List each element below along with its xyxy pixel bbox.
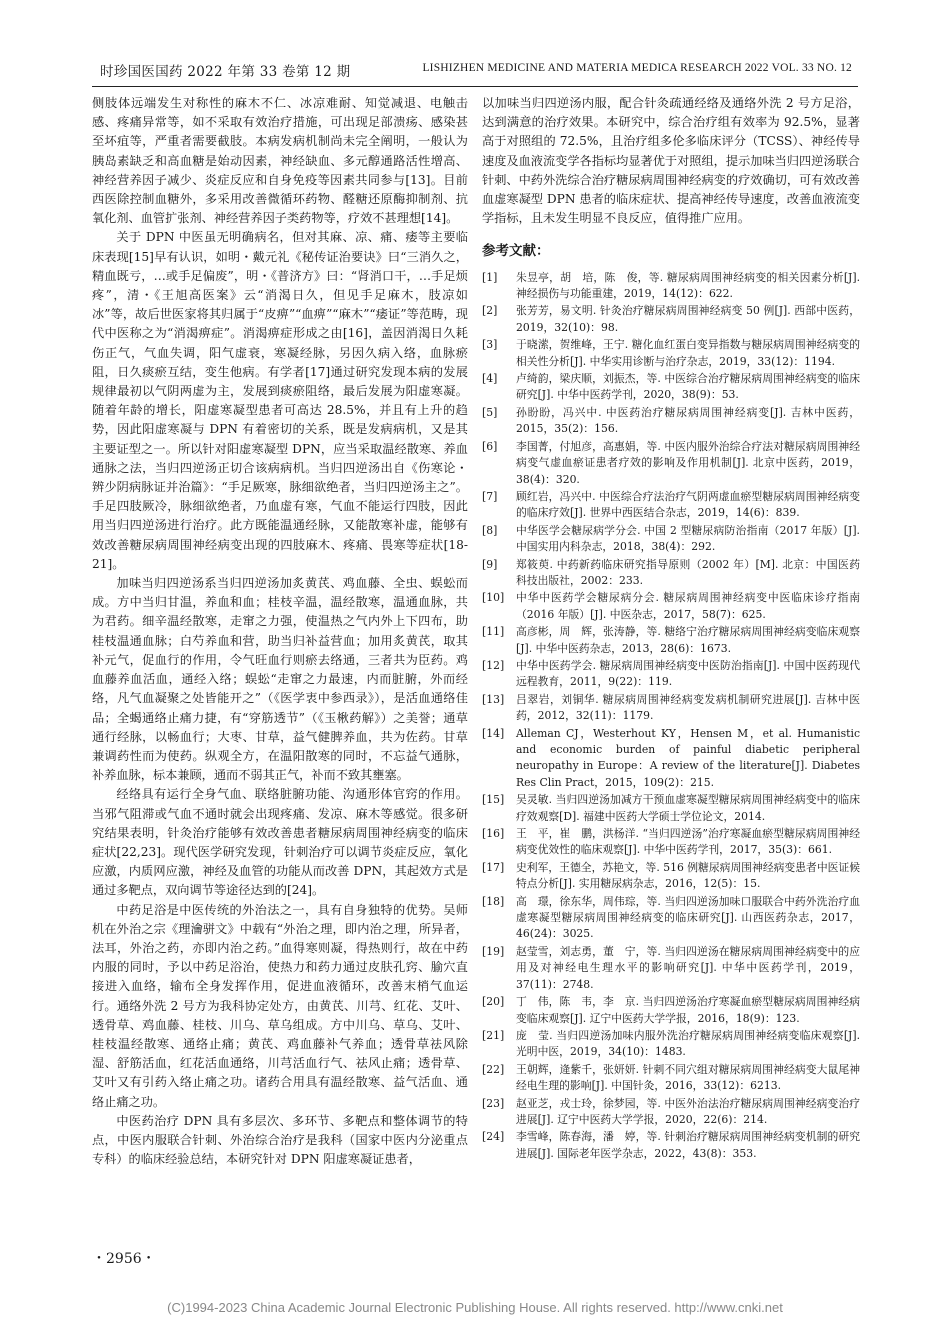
reference-item xyxy=(482,270,860,303)
reference-text: Alleman CJ，Westerhout KY，Hensen M，et al. Humanistic and economic burden of painful diabetic peripheral neuropathy in Europe：A review of the literature[J]. Diabetes Res Clin Pract，2015，109(2)：215. xyxy=(516,726,860,789)
reference-text: 李国菁，付旭彦，高惠娟，等. 中医内服外治综合疗法对糖尿病周围神经病变气虚血瘀证患者疗效的影响及作用机制[J]. 北京中医药，2019，38(4)：320. xyxy=(516,439,860,486)
reference-text: 中华医学会糖尿病学分会. 中国 2 型糖尿病防治指南（2017 年版）[J]. 中国实用内科杂志，2018，38(4)：292. xyxy=(516,523,860,554)
paragraph: 中药足浴是中医传统的外治法之一，具有自身独特的优势。吴师机在外治之宗《理瀹骈文》中载有“外治之理，即内治之理，所异者，法耳，外治之药，亦即内治之药。”血得寒则凝，得热则行，故在中药内服的同时，予以中药足浴治，使热力和药力通过皮肤孔窍、腧穴直接进入血络，输布全身发挥作用，促进血液循环，改善末梢气血运行。通络外洗 2 号方为我科协定处方，由黄芪、川芎、红花、艾叶、透骨草、鸡血藤、桂枝、川乌、草乌组成。方中川乌、草乌、艾叶、桂枝温经散寒、通络止痛；黄芪、鸡血藤补气养血；透骨草祛风除湿、舒筋活血，红花活血通络，川芎活血行气、祛风止痛；透骨草、艾叶又有引药入络止痛之功。诸药合用具有温经散寒、益气活血、通络止痛之功。 xyxy=(92,902,468,1109)
reference-item xyxy=(482,1062,860,1095)
paragraph: 加味当归四逆汤系当归四逆汤加炙黄芪、鸡血藤、全虫、蜈蚣而成。方中当归甘温，养血和血；桂枝辛温，温经散寒，温通血脉，共为君药。细辛温经散寒，走窜之力强，使温热之气内外上下四布，助桂枝温通血脉；白芍养血和营，助当归补益营血；加用炙黄芪，取其补元气，促血行的作用，令气旺血行则瘀去络通，三者共为臣药。鸡血藤养血活血，通经入络；蜈蚣“走窜之力最速，内而脏腑，外而经络，凡气血凝聚之处皆能开之”（《医学衷中参西录》），是活血通络佳品；全蝎通络止痛力捷，有“穿筋透节”（《玉楸药解》）之美誉；通草通行经脉，以畅血行；大枣、甘草，益气健脾养血，共为佐药。甘草兼调药性而为使药。纵观全方，在温阳散寒的同时，不忘益气通脉，补养血脉，标本兼顾，通而不弱其正气，补而不致其壅塞。 xyxy=(92,576,468,783)
reference-number: [3] xyxy=(482,338,498,352)
reference-item xyxy=(482,1096,860,1129)
reference-number: [21] xyxy=(482,1028,505,1042)
reference-number: [15] xyxy=(482,793,505,807)
reference-item xyxy=(482,860,860,893)
reference-item xyxy=(482,405,860,438)
reference-text: 孙盼盼，冯兴中. 中医药治疗糖尿病周围神经病变[J]. 吉林中医药，2015，35(2)：156. xyxy=(516,405,860,436)
references-title: 参考文献： xyxy=(482,243,550,260)
left-column xyxy=(92,94,468,1169)
reference-number: [7] xyxy=(482,489,498,503)
page-number: ・2956・ xyxy=(92,1251,156,1267)
reference-item xyxy=(482,994,860,1027)
reference-number: [20] xyxy=(482,995,505,1009)
reference-text: 吴灵敏. 当归四逆汤加减方干预血虚寒凝型糖尿病周围神经病变中的临床疗效观察[D]. 福建中医药大学硕士学位论文，2014. xyxy=(516,793,860,823)
reference-item xyxy=(482,826,860,859)
reference-text: 于晓潆，贺维峰，王宁. 糖化血红蛋白变异指数与糖尿病周围神经病变的相关性分析[J]. 中华实用诊断与治疗杂志，2019，33(12)：1194. xyxy=(516,338,860,368)
reference-text: 王 平，崔 鹏，洪杨洋. “当归四逆汤”治疗寒凝血瘀型糖尿病周围神经病变优效性的临床观察[J]. 中华中医药学刊，2017，35(3)：661. xyxy=(516,827,860,857)
reference-item xyxy=(482,371,860,404)
reference-item xyxy=(482,1129,860,1162)
reference-number: [16] xyxy=(482,827,505,841)
reference-number: [18] xyxy=(482,894,505,908)
reference-text: 中华中医药学会糖尿病分会. 糖尿病周围神经病变中医临床诊疗指南（2016 年版）[J]. 中医杂志，2017，58(7)：625. xyxy=(516,591,860,621)
page-header-right: LISHIZHEN MEDICINE AND MATERIA MEDICA RESEARCH 2022 VOL. 33 NO. 12 xyxy=(422,62,852,74)
reference-item xyxy=(482,894,860,943)
reference-item xyxy=(482,658,860,691)
reference-item xyxy=(482,439,860,488)
reference-text: 庞 莹. 当归四逆汤加味内服外洗治疗糖尿病周围神经病变临床观察[J]. 光明中医，2019，34(10)：1483. xyxy=(516,1028,860,1059)
reference-item xyxy=(482,337,860,370)
paragraph: 以加味当归四逆汤内服，配合针灸疏通经络及通络外洗 2 号方足浴，达到满意的治疗效果。本研究中，综合治疗组有效率为 92.5%，显著高于对照组的 72.5%，且治疗组多伦多临床评分（TCSS）、神经传导速度及血液流变学各指标均显著优于对照组，提示加味当归四逆汤联合针刺、中药外洗综合治疗糖尿病周围神经病变的疗效确切，可有效改善血虚寒凝型 DPN 患者的临床症状、提高神经传导速度，改善血液流变学指标，且未发生明显不良反应，值得推广应用。 xyxy=(482,96,860,226)
reference-text: 朱昱亭，胡 培，陈 俊，等. 糖尿病周围神经病变的相关因素分析[J]. 神经损伤与功能重建，2019，14(12)：622. xyxy=(516,270,860,301)
reference-text: 李雪峰，陈春海，潘 婷，等. 针刺治疗糖尿病周围神经病变机制的研究进展[J]. 国际老年医学杂志，2022，43(8)：353. xyxy=(516,1130,860,1160)
paragraph: 中医药治疗 DPN 具有多层次、多环节、多靶点和整体调节的特点，中医内服联合针刺、外治综合治疗是我科（国家中医内分泌重点专科）的临床经验总结，本研究针对 DPN 阳虚寒凝证患者， xyxy=(92,1113,468,1167)
reference-number: [11] xyxy=(482,625,505,639)
copyright-footer: (C)1994-2023 China Academic Journal Electronic Publishing House. All rights reserved. http://www.cnki.net xyxy=(167,1300,783,1315)
paragraph: 经络具有运行全身气血、联络脏腑功能、沟通形体官窍的作用。当邪气阻滞或气血不通时就会出现疼痛、发凉、麻木等感觉。很多研究结果表明，针灸治疗能够有效改善患者糖尿病周围神经病变的临床症状[22,23]。现代医学研究发现，针刺治疗可以调节炎症反应，氧化应激，内质网应激，神经及血管的功能从而改善 DPN，其起效方式是通过多靶点，双向调节等途径达到的[24]。 xyxy=(92,787,468,898)
reference-text: 吕翠岩，刘铜华. 糖尿病周围神经病变发病机制研究进展[J]. 吉林中医药，2012，32(11)：1179. xyxy=(516,692,860,723)
page-header-left: 时珍国医国药 2022 年第 33 卷第 12 期 xyxy=(100,64,351,80)
reference-number: [23] xyxy=(482,1096,505,1110)
reference-text: 史利军，王德全，苏艳文，等. 516 例糖尿病周围神经病变患者中医证候特点分析[J]. 实用糖尿病杂志，2016，12(5)：15. xyxy=(516,860,861,891)
reference-text: 丁 伟，陈 韦，李 京. 当归四逆汤治疗寒凝血瘀型糖尿病周围神经病变临床观察[J]. 辽宁中医药大学学报，2016，18(9)：123. xyxy=(516,995,860,1025)
reference-item xyxy=(482,1028,860,1061)
reference-text: 王朝辉，逄紫千，张妍妍. 针刺不同穴组对糖尿病周围神经病变大鼠尾神经电生理的影响[J]. 中国针灸，2016，33(12)：6213. xyxy=(516,1062,860,1093)
reference-text: 赵亚芝，戎士玲，徐梦园，等. 中医外治法治疗糖尿病周围神经病变治疗进展[J]. 辽宁中医药大学学报，2020，22(6)：214. xyxy=(516,1096,860,1126)
reference-number: [13] xyxy=(482,692,505,706)
paragraph: 侧肢体远端发生对称性的麻木不仁、冰凉难耐、知觉减退、电触击感、疼痛异常等，如不采取有效治疗措施，可出现足部溃疡、感染甚至坏疽等，严重者需要截肢。本病发病机制尚未完全阐明，一般认为胰岛素缺乏和高血糖是始动因素，神经缺血、多元醇通路活性增高、神经营养因子减少、炎症反应和自身免疫等因素共同参与[13]。目前西医除控制血糖外，多采用改善微循环药物、醛糖还原酶抑制剂、抗氧化剂、血管扩张剂、神经营养因子类药物等，疗效不甚理想[14]。 xyxy=(92,96,468,226)
reference-item xyxy=(482,303,860,336)
reference-number: [14] xyxy=(482,726,505,740)
reference-item xyxy=(482,944,860,993)
reference-text: 顾红岩，冯兴中. 中医综合疗法治疗气阴两虚血瘀型糖尿病周围神经病变的临床疗效[J]. 世界中西医结合杂志，2019，14(6)：839. xyxy=(516,489,860,520)
paragraph: 关于 DPN 中医虽无明确病名，但对其麻、凉、痛、痿等主要临床表现[15]早有认识，如明・戴元礼《秘传证治要诀》曰“三消久之，精血既亏，…或手足偏废”，明・《普济方》曰：“肾消口干，…手足烦疼”，清・《王旭高医案》云“消渴日久，但见手足麻木，肢凉如冰”等，故后世医家将其归属于“皮痹”“血痹”“麻木”“痿证”等范畴，现代中医称之为“消渴痹症”。消渴痹症形成之由[16]，盖因消渴日久耗伤正气，气血失调，阳气虚衰，寒凝经脉，另因久病入络，血脉瘀阻，日久痰瘀互结，变生他病。有学者[17]通过研究发现本病的发展规律最初以气阴两虚为主，发展到痰瘀阻络，最后发展为阳虚寒凝。随着年龄的增长，阳虚寒凝型患者可高达 28.5%，并且有上升的趋势，因此阳虚寒凝与 DPN 有着密切的关系，既是发病病机，又是其主要证型之一。所以针对阳虚寒凝型 DPN，应当采取温经散寒、养血通脉之法，当归四逆汤正切合该病病机。当归四逆汤出自《伤寒论・辨少阴病脉证并治篇》：“手足厥寒，脉细欲绝者，当归四逆汤主之”。手足四肢厥冷，脉细欲绝者，乃血虚有寒，气血不能运行四肢，因此用当归四逆汤进行治疗。此方既能温通经脉，又能散寒补虚，能够有效改善糖尿病周围神经病变出现的四肢麻木、疼痛、畏寒等症状[18-21]。 xyxy=(92,230,468,571)
reference-number: [12] xyxy=(482,658,505,672)
header-rule xyxy=(92,86,858,87)
reference-number: [17] xyxy=(482,860,505,874)
reference-text: 高 璟，徐东华，周伟琮，等. 当归四逆汤加味口服联合中药外洗治疗血虚寒凝型糖尿病周围神经病变的临床研究[J]. 山西医药杂志，2017，46(24)：3025. xyxy=(516,894,860,941)
reference-item xyxy=(482,489,860,522)
reference-text: 郑筱萸. 中药新药临床研究指导原则（2002 年）[M]. 北京：中国医药科技出版社，2002：233. xyxy=(516,557,860,587)
reference-number: [6] xyxy=(482,439,498,453)
reference-item xyxy=(482,726,860,792)
reference-number: [9] xyxy=(482,557,498,571)
reference-text: 赵莹雪，刘志勇，董 宁，等. 当归四逆汤在糖尿病周围神经病变中的应用及对神经电生理水平的影响研究[J]. 中华中医药学刊，2019，37(11)：2748. xyxy=(516,944,860,991)
reference-number: [24] xyxy=(482,1130,505,1144)
reference-number: [1] xyxy=(482,270,498,284)
reference-number: [22] xyxy=(482,1062,505,1076)
reference-item xyxy=(482,557,860,590)
reference-number: [10] xyxy=(482,591,505,605)
reference-text: 卢绮韵，梁庆顺，刘振杰，等. 中医综合治疗糖尿病周围神经病变的临床研究[J]. 中华中医药学刊，2020，38(9)：53. xyxy=(516,372,860,402)
reference-item xyxy=(482,624,860,657)
reference-item xyxy=(482,692,860,725)
reference-item xyxy=(482,523,860,556)
reference-number: [19] xyxy=(482,944,505,958)
references-list xyxy=(482,270,860,1163)
reference-text: 张芳芳，易文明. 针灸治疗糖尿病周围神经病变 50 例[J]. 西部中医药，2019，32(10)：98. xyxy=(516,304,860,334)
reference-item xyxy=(482,792,860,825)
right-column xyxy=(482,94,860,1163)
reference-number: [2] xyxy=(482,304,498,318)
reference-text: 高彦彬，周 辉，张涛静，等. 糖络宁治疗糖尿病周围神经病变临床观察[J]. 中华中医药杂志，2013，28(6)：1673. xyxy=(516,625,860,655)
reference-item xyxy=(482,590,860,623)
reference-number: [4] xyxy=(482,372,498,386)
reference-text: 中华中医药学会. 糖尿病周围神经病变中医防治指南[J]. 中国中医药现代远程教育，2011，9(22)：119. xyxy=(516,658,860,689)
reference-number: [5] xyxy=(482,405,498,419)
reference-number: [8] xyxy=(482,523,498,537)
